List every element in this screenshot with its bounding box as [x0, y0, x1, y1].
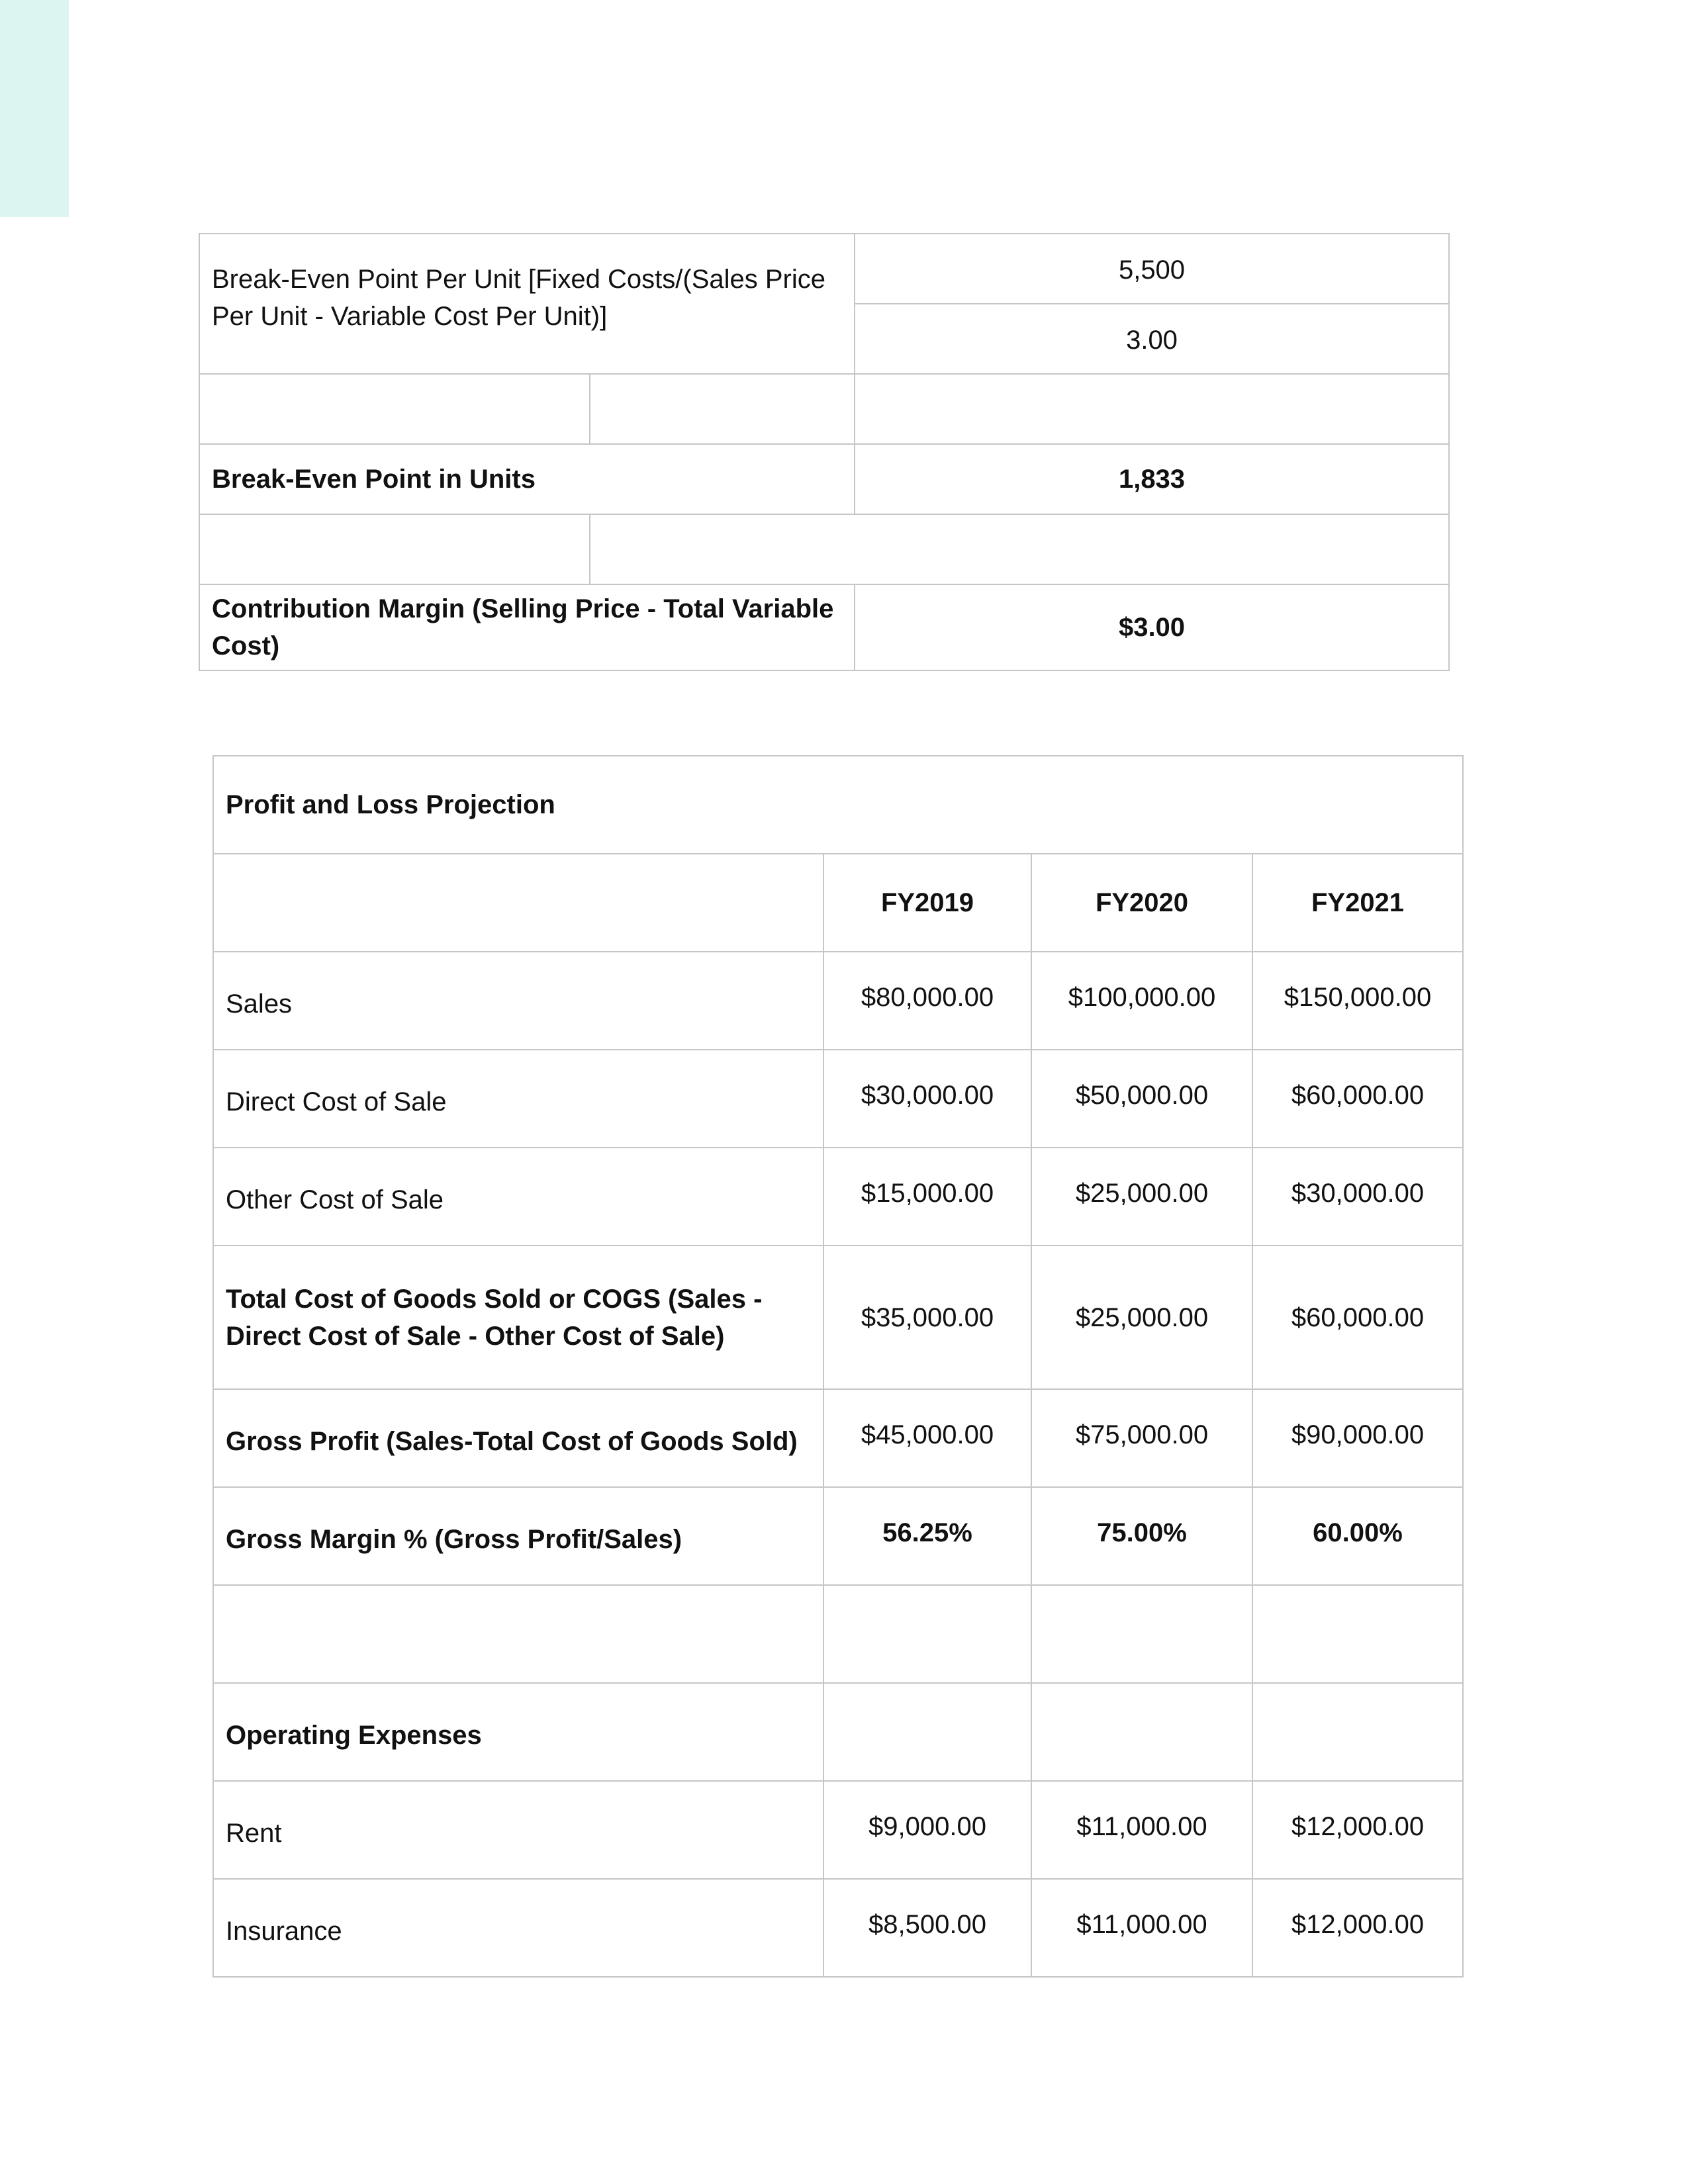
empty-cell [1252, 1683, 1463, 1781]
row-label: Gross Margin % (Gross Profit/Sales) [213, 1487, 823, 1585]
empty-cell [590, 374, 855, 444]
cell-value: $60,000.00 [1252, 1246, 1463, 1389]
table-row [213, 1683, 1463, 1781]
empty-cell [213, 854, 823, 952]
cell-value: $25,000.00 [1031, 1148, 1252, 1246]
table-row [213, 1585, 1463, 1683]
cell-value: 75.00% [1031, 1487, 1252, 1585]
empty-cell [590, 514, 1449, 584]
empty-cell [823, 1683, 1031, 1781]
contribution-margin-value: $3.00 [855, 584, 1449, 670]
cell-value: $80,000.00 [823, 952, 1031, 1050]
cell-value: $11,000.00 [1031, 1781, 1252, 1879]
table-row [213, 952, 1463, 1050]
cell-value: $90,000.00 [1252, 1389, 1463, 1487]
table-header-row [213, 854, 1463, 952]
cell-value: $12,000.00 [1252, 1781, 1463, 1879]
row-label: Sales [213, 952, 823, 1050]
cell-value: $25,000.00 [1031, 1246, 1252, 1389]
cell-value: $45,000.00 [823, 1389, 1031, 1487]
profit-loss-title: Profit and Loss Projection [213, 756, 1463, 854]
cell-value: $30,000.00 [823, 1050, 1031, 1148]
empty-cell [199, 514, 590, 584]
empty-cell [199, 374, 590, 444]
table-row [213, 1246, 1463, 1389]
cell-value: $75,000.00 [1031, 1389, 1252, 1487]
break-even-units-value: 1,833 [855, 444, 1449, 514]
row-label: Gross Profit (Sales-Total Cost of Goods Sold) [213, 1389, 823, 1487]
column-header-fy2019: FY2019 [823, 854, 1031, 952]
empty-cell [213, 1585, 823, 1683]
row-label: Direct Cost of Sale [213, 1050, 823, 1148]
table-row [213, 1050, 1463, 1148]
operating-expenses-label: Operating Expenses [213, 1683, 823, 1781]
table-row [199, 514, 1449, 584]
empty-cell [1031, 1585, 1252, 1683]
table-row [199, 234, 1449, 304]
table-row [199, 374, 1449, 444]
table-row [213, 1879, 1463, 1977]
row-label: Other Cost of Sale [213, 1148, 823, 1246]
break-even-per-unit-label: Break-Even Point Per Unit [Fixed Costs/(Sales Price Per Unit - Variable Cost Per Unit)] [199, 234, 855, 374]
contribution-margin-label: Contribution Margin (Selling Price - Total Variable Cost) [199, 584, 855, 670]
column-header-fy2021: FY2021 [1252, 854, 1463, 952]
row-label: Total Cost of Goods Sold or COGS (Sales - Direct Cost of Sale - Other Cost of Sale) [213, 1246, 823, 1389]
cell-value: $50,000.00 [1031, 1050, 1252, 1148]
break-even-units-label: Break-Even Point in Units [199, 444, 855, 514]
margin-per-unit-value: 3.00 [855, 304, 1449, 374]
break-even-table [199, 233, 1450, 671]
table-row [213, 1781, 1463, 1879]
table-row [213, 1487, 1463, 1585]
cell-value: $60,000.00 [1252, 1050, 1463, 1148]
cell-value: $9,000.00 [823, 1781, 1031, 1879]
empty-cell [1252, 1585, 1463, 1683]
cell-value: $12,000.00 [1252, 1879, 1463, 1977]
cell-value: $8,500.00 [823, 1879, 1031, 1977]
table-row [199, 584, 1449, 670]
empty-cell [823, 1585, 1031, 1683]
cell-value: $35,000.00 [823, 1246, 1031, 1389]
corner-accent [0, 0, 69, 217]
empty-cell [1031, 1683, 1252, 1781]
cell-value: 56.25% [823, 1487, 1031, 1585]
cell-value: 60.00% [1252, 1487, 1463, 1585]
row-label: Insurance [213, 1879, 823, 1977]
table-title-row [213, 756, 1463, 854]
cell-value: $15,000.00 [823, 1148, 1031, 1246]
cell-value: $150,000.00 [1252, 952, 1463, 1050]
cell-value: $11,000.00 [1031, 1879, 1252, 1977]
table-row [213, 1389, 1463, 1487]
table-row [213, 1148, 1463, 1246]
profit-loss-table [212, 755, 1464, 1978]
empty-cell [855, 374, 1449, 444]
fixed-costs-value: 5,500 [855, 234, 1449, 304]
table-row [199, 444, 1449, 514]
cell-value: $30,000.00 [1252, 1148, 1463, 1246]
row-label: Rent [213, 1781, 823, 1879]
cell-value: $100,000.00 [1031, 952, 1252, 1050]
column-header-fy2020: FY2020 [1031, 854, 1252, 952]
